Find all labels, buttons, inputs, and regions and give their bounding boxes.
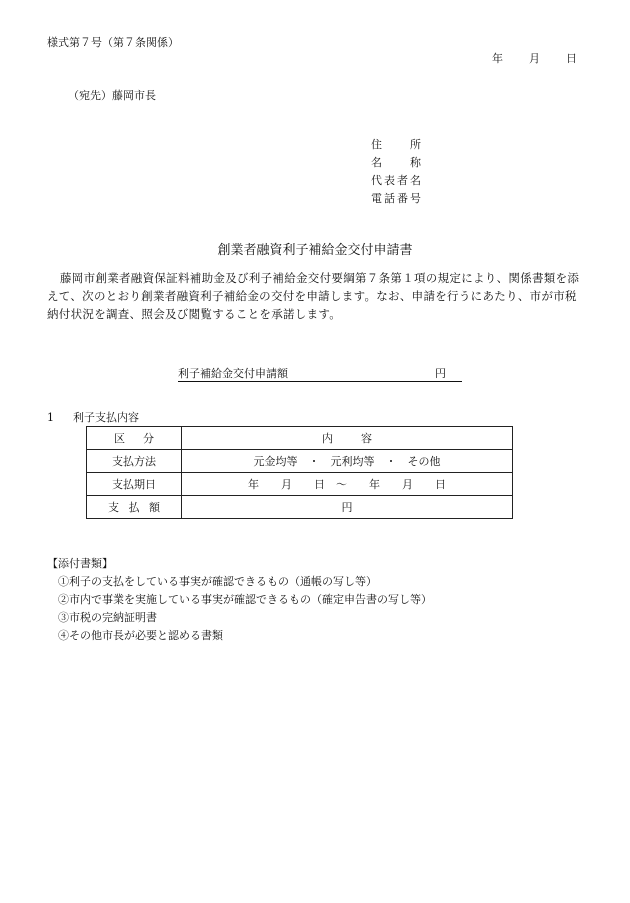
- applicant-address-label: 住所: [371, 138, 421, 151]
- date-month-label: 月: [529, 52, 540, 65]
- payment-table: [86, 426, 513, 519]
- row-value-payment-method: 元金均等 ・ 元利均等 ・ その他: [182, 450, 513, 473]
- form-number: 様式第７号（第７条関係）: [47, 36, 179, 49]
- addressee: （宛先）藤岡市長: [68, 89, 156, 102]
- attachment-item: ①利子の支払をしている事実が確認できるもの（通帳の写し等）: [58, 575, 377, 588]
- row-value-payment-date: 年 月 日 ～ 年 月 日: [182, 473, 513, 496]
- attachment-item: ③市税の完納証明書: [58, 611, 157, 624]
- date-year-label: 年: [492, 52, 503, 65]
- section-1-title: 利子支払内容: [73, 411, 139, 424]
- row-label-payment-method: 支払方法: [87, 450, 182, 473]
- date-day-label: 日: [566, 52, 577, 65]
- table-header-category: 区分: [87, 427, 182, 450]
- applicant-name-label: 名称: [371, 156, 421, 169]
- apply-amount-unit: 円: [435, 367, 446, 380]
- table-header-content: 内容: [182, 427, 513, 450]
- attachment-item: ②市内で事業を実施している事実が確認できるもの（確定申告書の写し等）: [58, 593, 432, 606]
- row-value-payment-amount: 円: [182, 496, 513, 519]
- attachment-item: ④その他市長が必要と認める書類: [58, 629, 223, 642]
- section-1-number: 1: [47, 411, 54, 424]
- table-row: [87, 496, 513, 519]
- table-header-row: [87, 427, 513, 450]
- apply-amount-label: 利子補給金交付申請額: [178, 367, 288, 380]
- section-1-heading: [47, 412, 139, 423]
- date-line: [492, 53, 577, 64]
- document-title: 創業者融資利子補給金交付申請書: [217, 243, 413, 258]
- table-row: [87, 473, 513, 496]
- applicant-representative-label: 代表者名: [371, 174, 421, 187]
- attachments-heading: 【添付書類】: [47, 557, 113, 570]
- apply-amount-line: [178, 368, 462, 382]
- body-paragraph: 藤岡市創業者融資保証料補助金及び利子補給金交付要綱第７条第１項の規定により、関係書類を添えて、次のとおり創業者融資利子補給金の交付を申請します。なお、申請を行うにあたり、市が市税納付状況を調査、照会及び閲覧することを承諾します。: [47, 271, 580, 321]
- table-row: [87, 450, 513, 473]
- row-label-payment-amount: 支払額: [87, 496, 182, 519]
- row-label-payment-date: 支払期日: [87, 473, 182, 496]
- applicant-phone-label: 電話番号: [371, 192, 421, 205]
